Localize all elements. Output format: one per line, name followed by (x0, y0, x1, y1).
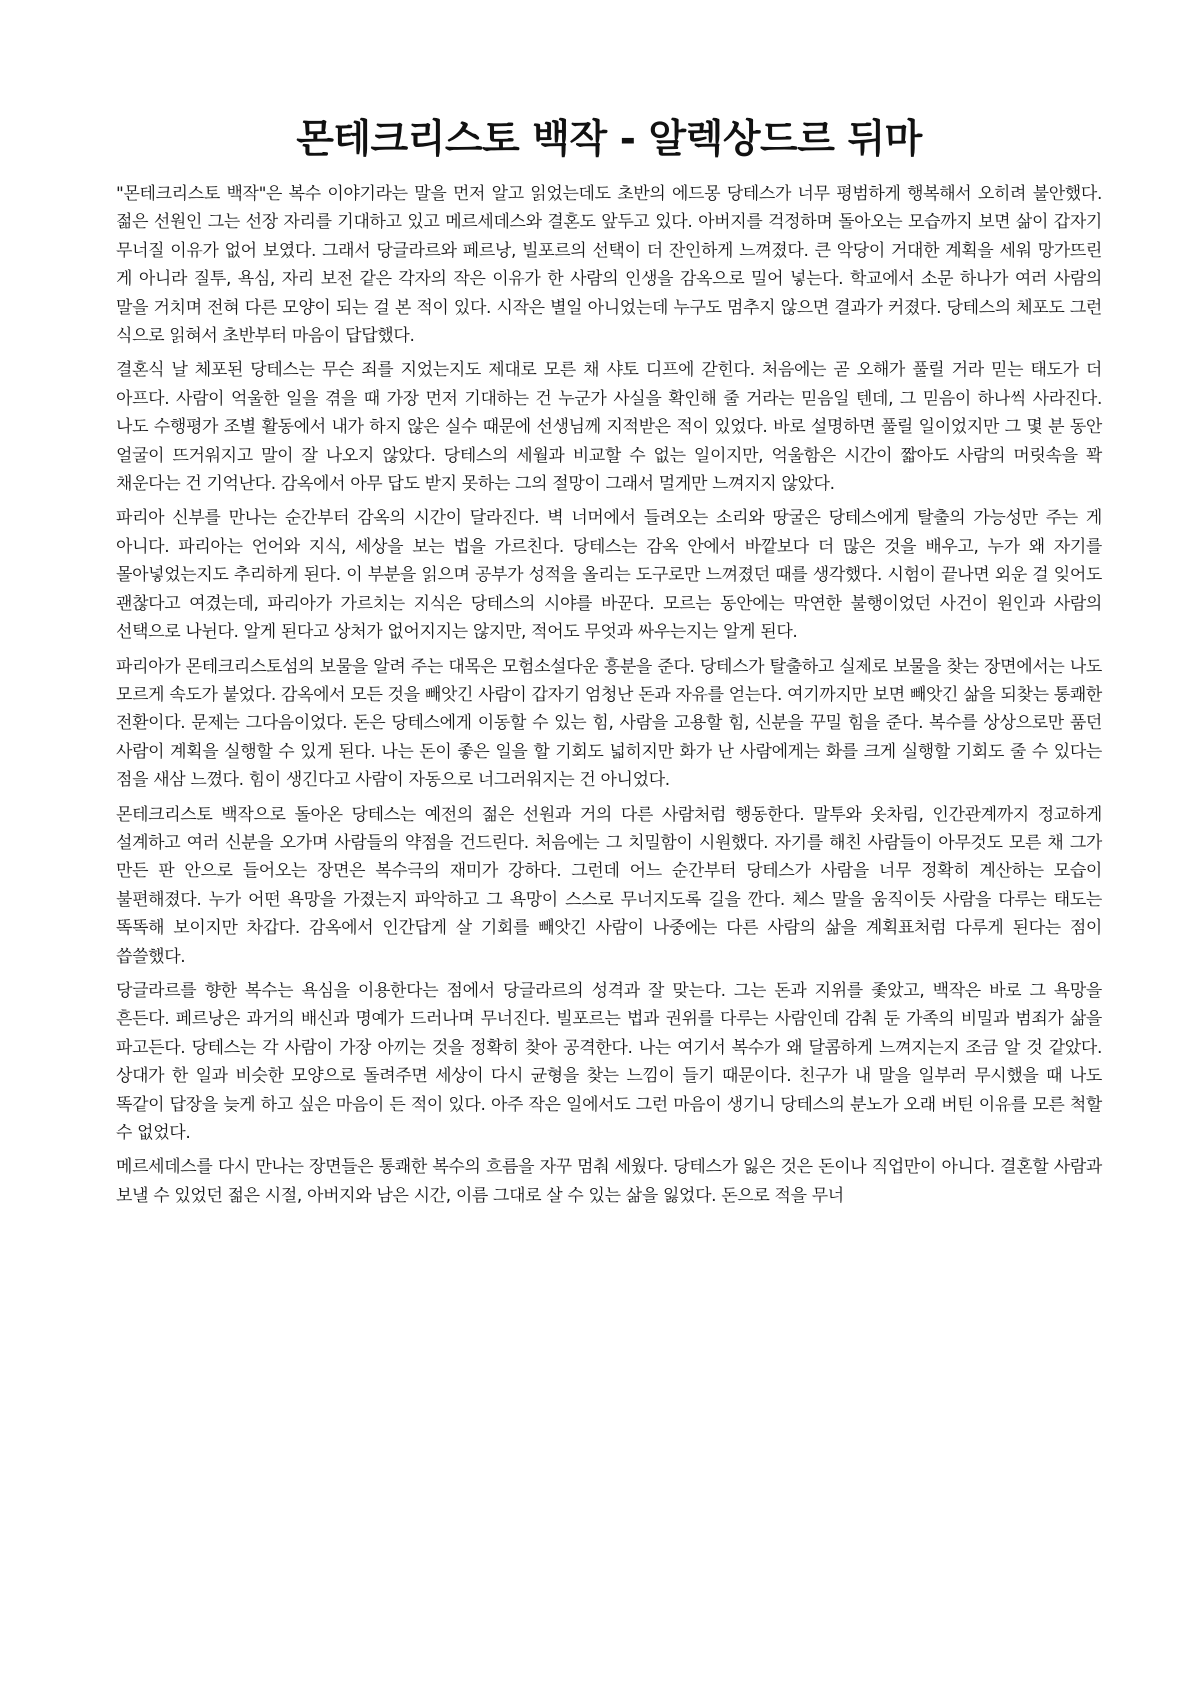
body-paragraph: 당글라르를 향한 복수는 욕심을 이용한다는 점에서 당글라르의 성격과 잘 맞는다. 그는 돈과 지위를 좇았고, 백작은 바로 그 욕망을 흔든다. 페르낭은 과거의 배신과 명예가 드러나며 무너진다. 빌포르는 법과 권위를 다루는 사람인데 감춰 둔 가족의 비밀과 범죄가 삶을 파고든다. 당테스는 각 사람이 가장 아끼는 것을 정확히 찾아 공격한다. 나는 여기서 복수가 왜 달콤하게 느껴지는지 조금 알 것 같았다. 상대가 한 일과 비슷한 모양으로 돌려주면 세상이 다시 균형을 찾는 느낌이 들기 때문이다. 친구가 내 말을 일부러 무시했을 때 나도 똑같이 답장을 늦게 하고 싶은 마음이 든 적이 있다. 아주 작은 일에서도 그런 마음이 생기니 당테스의 분노가 오래 버틴 이유를 모른 척할 수 없었다. (116, 980, 1102, 1143)
body-paragraph: 메르세데스를 다시 만나는 장면들은 통쾌한 복수의 흐름을 자꾸 멈춰 세웠다. 당테스가 잃은 것은 돈이나 직업만이 아니다. 결혼할 사람과 보낼 수 있었던 젊은 시절, 아버지와 남은 시간, 이름 그대로 살 수 있는 삶을 잃었다. 돈으로 적을 무너 (116, 1157, 1102, 1206)
body-paragraph: 몬테크리스토 백작으로 돌아온 당테스는 예전의 젊은 선원과 거의 다른 사람처럼 행동한다. 말투와 옷차림, 인간관계까지 정교하게 설계하고 여러 신분을 오가며 사람들의 약점을 건드린다. 처음에는 그 치밀함이 시원했다. 자기를 해친 사람들이 아무것도 모른 채 그가 만든 판 안으로 들어오는 장면은 복수극의 재미가 강하다. 그런데 어느 순간부터 당테스가 사람을 너무 정확히 계산하는 모습이 불편해졌다. 누가 어떤 욕망을 가졌는지 파악하고 그 욕망이 스스로 무너지도록 길을 깐다. 체스 말을 움직이듯 사람을 다루는 태도는 똑똑해 보이지만 차갑다. 감옥에서 인간답게 살 기회를 빼앗긴 사람이 나중에는 다른 사람의 삶을 계획표처럼 다루게 된다는 점이 씁쓸했다. (116, 804, 1102, 967)
document-title: 몬테크리스토 백작 - 알렉상드르 뒤마 (296, 117, 922, 162)
body-paragraph: 파리아가 몬테크리스토섬의 보물을 알려 주는 대목은 모험소설다운 흥분을 준다. 당테스가 탈출하고 실제로 보물을 찾는 장면에서는 나도 모르게 속도가 붙었다. 감옥에서 모든 것을 빼앗긴 사람이 갑자기 엄청난 돈과 자유를 얻는다. 여기까지만 보면 빼앗긴 삶을 되찾는 통쾌한 전환이다. 문제는 그다음이었다. 돈은 당테스에게 이동할 수 있는 힘, 사람을 고용할 힘, 신분을 꾸밀 힘을 준다. 복수를 상상으로만 품던 사람이 계획을 실행할 수 있게 된다. 나는 돈이 좋은 일을 할 기회도 넓히지만 화가 난 사람에게는 화를 크게 실행할 기회도 줄 수 있다는 점을 새삼 느꼈다. 힘이 생긴다고 사람이 자동으로 너그러워지는 건 아니었다. (116, 656, 1102, 791)
body-paragraph: "몬테크리스토 백작"은 복수 이야기라는 말을 먼저 알고 읽었는데도 초반의 에드몽 당테스가 너무 평범하게 행복해서 오히려 불안했다. 젊은 선원인 그는 선장 자리를 기대하고 있고 메르세데스와 결혼도 앞두고 있다. 아버지를 걱정하며 돌아오는 모습까지 보면 삶이 갑자기 무너질 이유가 없어 보였다. 그래서 당글라르와 페르낭, 빌포르의 선택이 더 잔인하게 느껴졌다. 큰 악당이 거대한 계획을 세워 망가뜨린 게 아니라 질투, 욕심, 자리 보전 같은 각자의 작은 이유가 한 사람의 인생을 감옥으로 밀어 넣는다. 학교에서 소문 하나가 여러 사람의 말을 거치며 전혀 다른 모양이 되는 걸 본 적이 있다. 시작은 별일 아니었는데 누구도 멈추지 않으면 결과가 커졌다. 당테스의 체포도 그런 식으로 읽혀서 초반부터 마음이 답답했다. (116, 184, 1102, 347)
document-body (116, 180, 1102, 1210)
body-paragraph: 결혼식 날 체포된 당테스는 무슨 죄를 지었는지도 제대로 모른 채 샤토 디프에 갇힌다. 처음에는 곧 오해가 풀릴 거라 믿는 태도가 더 아프다. 사람이 억울한 일을 겪을 때 가장 먼저 기대하는 건 누군가 사실을 확인해 줄 거라는 믿음일 텐데, 그 믿음이 하나씩 사라진다. 나도 수행평가 조별 활동에서 내가 하지 않은 실수 때문에 선생님께 지적받은 적이 있었다. 바로 설명하면 풀릴 일이었지만 그 몇 분 동안 얼굴이 뜨거워지고 말이 잘 나오지 않았다. 당테스의 세월과 비교할 수 없는 일이지만, 억울함은 시간이 짧아도 사람의 머릿속을 꽉 채운다는 건 기억난다. 감옥에서 아무 답도 받지 못하는 그의 절망이 그래서 멀게만 느껴지지 않았다. (116, 360, 1102, 495)
body-paragraph: 파리아 신부를 만나는 순간부터 감옥의 시간이 달라진다. 벽 너머에서 들려오는 소리와 땅굴은 당테스에게 탈출의 가능성만 주는 게 아니다. 파리아는 언어와 지식, 세상을 보는 법을 가르친다. 당테스는 감옥 안에서 바깥보다 더 많은 것을 배우고, 누가 왜 자기를 몰아넣었는지도 추리하게 된다. 이 부분을 읽으며 공부가 성적을 올리는 도구로만 느껴졌던 때를 생각했다. 시험이 끝나면 외운 걸 잊어도 괜찮다고 여겼는데, 파리아가 가르치는 지식은 당테스의 시야를 바꾼다. 모르는 동안에는 막연한 불행이었던 사건이 원인과 사람의 선택으로 나뉜다. 알게 된다고 상처가 없어지지는 않지만, 적어도 무엇과 싸우는지는 알게 된다. (116, 508, 1102, 643)
